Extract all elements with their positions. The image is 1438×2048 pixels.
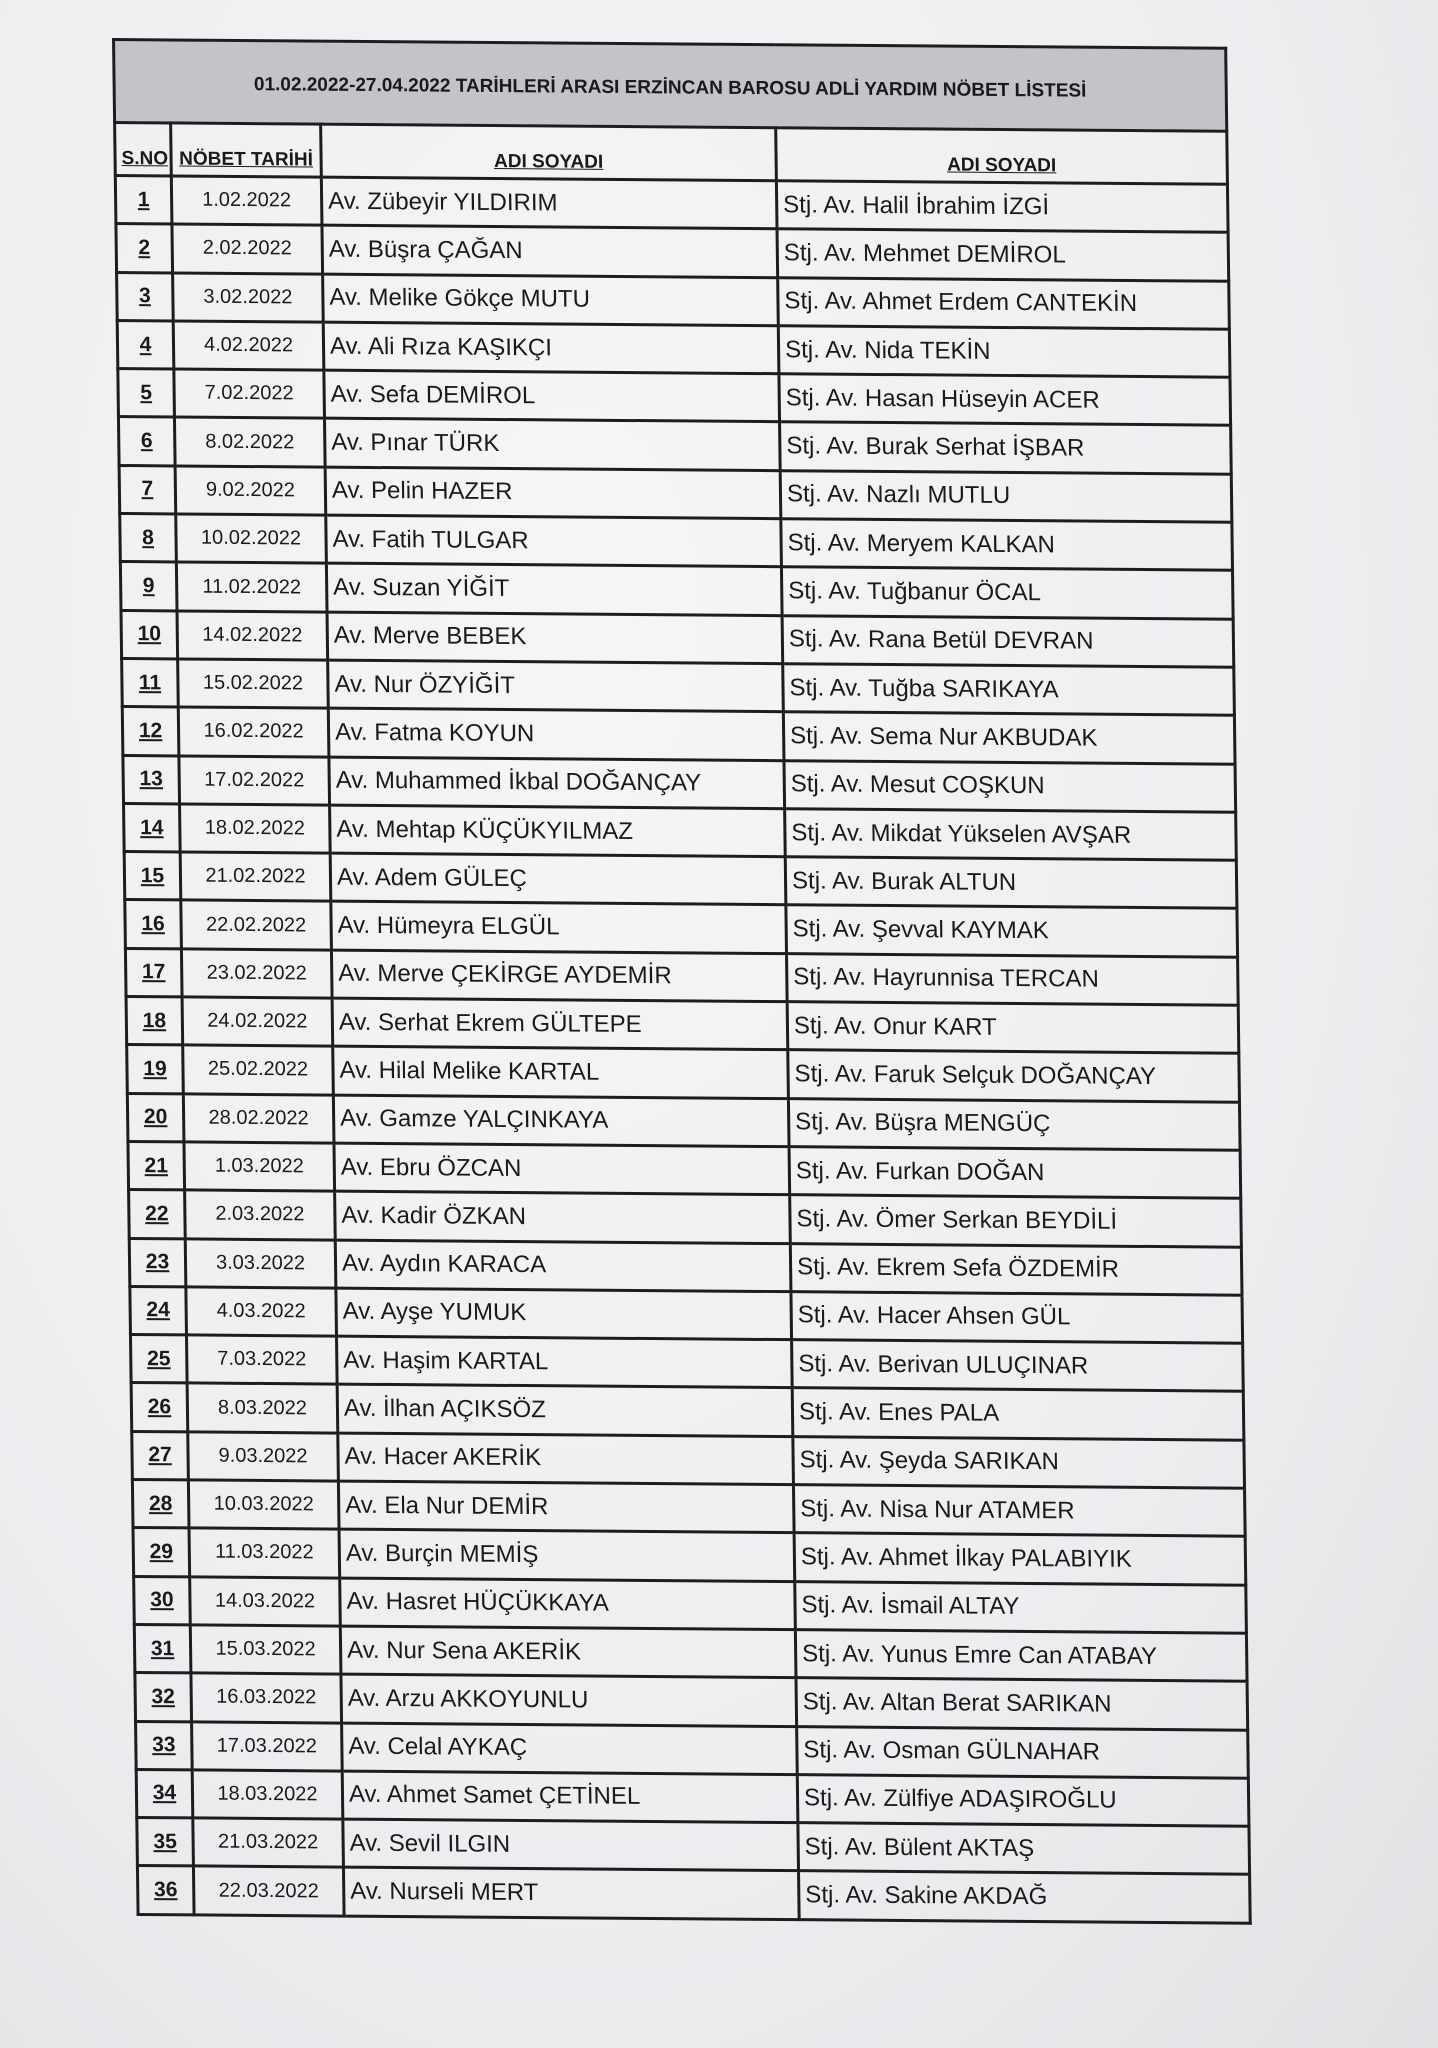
row-intern-name: Stj. Av. Nida TEKİN bbox=[778, 326, 1230, 378]
row-number: 18 bbox=[126, 997, 183, 1046]
table-row bbox=[137, 1818, 1250, 1875]
table-row bbox=[131, 1383, 1244, 1440]
row-number: 5 bbox=[118, 369, 175, 418]
table-row bbox=[134, 1624, 1247, 1681]
row-lawyer-name: Av. Fatih TULGAR bbox=[326, 515, 782, 567]
row-intern-name: Stj. Av. Hacer Ahsen GÜL bbox=[791, 1291, 1243, 1343]
row-lawyer-name: Av. Nur ÖZYİĞİT bbox=[328, 660, 784, 712]
row-number: 35 bbox=[137, 1818, 194, 1867]
row-lawyer-name: Av. Muhammed İkbal DOĞANÇAY bbox=[329, 757, 785, 809]
duty-table bbox=[112, 38, 1252, 1924]
row-intern-name: Stj. Av. Büşra MENGÜÇ bbox=[788, 1098, 1240, 1150]
row-date: 3.02.2022 bbox=[173, 273, 324, 322]
row-intern-name: Stj. Av. Halil İbrahim İZGİ bbox=[776, 181, 1228, 233]
row-number: 28 bbox=[132, 1479, 189, 1528]
table-row bbox=[124, 852, 1237, 909]
header-date: NÖBET TARİHİ bbox=[171, 123, 322, 177]
table-row bbox=[125, 948, 1238, 1005]
row-date: 10.02.2022 bbox=[176, 514, 327, 563]
row-number: 23 bbox=[129, 1238, 186, 1287]
row-intern-name: Stj. Av. Ekrem Sefa ÖZDEMİR bbox=[790, 1243, 1242, 1295]
row-date: 11.03.2022 bbox=[189, 1528, 340, 1577]
row-intern-name: Stj. Av. Onur KART bbox=[787, 1002, 1239, 1054]
row-date: 21.03.2022 bbox=[193, 1818, 344, 1867]
table-row bbox=[115, 176, 1228, 233]
row-lawyer-name: Av. Pelin HAZER bbox=[325, 467, 781, 519]
row-intern-name: Stj. Av. Ömer Serkan BEYDİLİ bbox=[790, 1195, 1242, 1247]
row-number: 4 bbox=[117, 320, 174, 369]
table-row bbox=[126, 997, 1239, 1054]
duty-list-document bbox=[112, 38, 1252, 1924]
row-number: 16 bbox=[125, 900, 182, 949]
row-intern-name: Stj. Av. Altan Berat SARIKAN bbox=[796, 1678, 1248, 1730]
row-intern-name: Stj. Av. İsmail ALTAY bbox=[795, 1581, 1247, 1633]
table-row bbox=[127, 1093, 1240, 1150]
row-intern-name: Stj. Av. Ahmet Erdem CANTEKİN bbox=[778, 277, 1230, 329]
row-date: 17.03.2022 bbox=[192, 1721, 343, 1770]
row-intern-name: Stj. Av. Furkan DOĞAN bbox=[789, 1147, 1241, 1199]
row-number: 31 bbox=[134, 1624, 191, 1673]
table-row bbox=[117, 272, 1230, 329]
row-date: 17.02.2022 bbox=[179, 755, 330, 804]
row-date: 11.02.2022 bbox=[176, 562, 327, 611]
row-number: 11 bbox=[122, 658, 179, 707]
table-row bbox=[120, 514, 1233, 571]
row-lawyer-name: Av. Pınar TÜRK bbox=[324, 419, 780, 471]
row-number: 21 bbox=[128, 1141, 185, 1190]
row-number: 27 bbox=[132, 1431, 189, 1480]
row-lawyer-name: Av. Zübeyir YILDIRIM bbox=[321, 177, 777, 229]
row-number: 36 bbox=[137, 1866, 194, 1915]
row-lawyer-name: Av. Hasret HÜÇÜKKAYA bbox=[340, 1578, 796, 1630]
row-intern-name: Stj. Av. Şeyda SARIKAN bbox=[793, 1436, 1245, 1488]
row-lawyer-name: Av. Nur Sena AKERİK bbox=[340, 1626, 796, 1678]
table-row bbox=[136, 1721, 1249, 1778]
table-row bbox=[130, 1286, 1243, 1343]
row-lawyer-name: Av. Hilal Melike KARTAL bbox=[333, 1046, 789, 1098]
row-number: 6 bbox=[118, 417, 175, 466]
row-lawyer-name: Av. Kadir ÖZKAN bbox=[335, 1191, 791, 1243]
table-row bbox=[132, 1479, 1245, 1536]
row-date: 21.02.2022 bbox=[180, 852, 331, 901]
row-intern-name: Stj. Av. Rana Betül DEVRAN bbox=[782, 615, 1234, 667]
row-date: 9.02.2022 bbox=[175, 466, 326, 515]
row-number: 34 bbox=[136, 1769, 193, 1818]
row-intern-name: Stj. Av. Mesut COŞKUN bbox=[784, 760, 1236, 812]
row-number: 2 bbox=[116, 224, 173, 273]
row-date: 7.02.2022 bbox=[174, 369, 325, 418]
row-lawyer-name: Av. Büşra ÇAĞAN bbox=[322, 225, 778, 277]
row-intern-name: Stj. Av. Hayrunnisa TERCAN bbox=[787, 953, 1239, 1005]
table-row bbox=[118, 417, 1231, 474]
row-number: 13 bbox=[123, 755, 180, 804]
row-number: 17 bbox=[125, 948, 182, 997]
table-row bbox=[121, 610, 1234, 667]
row-lawyer-name: Av. Burçin MEMİŞ bbox=[339, 1529, 795, 1581]
row-lawyer-name: Av. Adem GÜLEÇ bbox=[330, 853, 786, 905]
table-row bbox=[122, 707, 1235, 764]
row-lawyer-name: Av. Ebru ÖZCAN bbox=[334, 1143, 790, 1195]
row-date: 4.03.2022 bbox=[186, 1287, 337, 1336]
row-lawyer-name: Av. Merve BEBEK bbox=[327, 612, 783, 664]
row-intern-name: Stj. Av. Burak Serhat İŞBAR bbox=[780, 422, 1232, 474]
table-row bbox=[120, 562, 1233, 619]
row-intern-name: Stj. Av. Zülfiye ADAŞIROĞLU bbox=[797, 1774, 1249, 1826]
row-date: 2.02.2022 bbox=[172, 224, 323, 273]
row-lawyer-name: Av. Fatma KOYUN bbox=[328, 708, 784, 760]
row-date: 14.03.2022 bbox=[190, 1577, 341, 1626]
row-date: 2.03.2022 bbox=[185, 1190, 336, 1239]
row-lawyer-name: Av. Sevil ILGIN bbox=[343, 1819, 799, 1871]
row-date: 15.03.2022 bbox=[190, 1625, 341, 1674]
table-row bbox=[117, 320, 1230, 377]
row-lawyer-name: Av. İlhan AÇIKSÖZ bbox=[337, 1385, 793, 1437]
row-lawyer-name: Av. Sefa DEMİROL bbox=[324, 370, 780, 422]
table-row bbox=[125, 900, 1238, 957]
row-date: 4.02.2022 bbox=[173, 321, 324, 370]
row-number: 33 bbox=[136, 1721, 193, 1770]
row-date: 22.02.2022 bbox=[181, 900, 332, 949]
row-intern-name: Stj. Av. Osman GÜLNAHAR bbox=[797, 1726, 1249, 1778]
row-intern-name: Stj. Av. Berivan ULUÇINAR bbox=[792, 1340, 1244, 1392]
row-number: 19 bbox=[127, 1045, 184, 1094]
table-row bbox=[135, 1673, 1248, 1730]
row-date: 1.03.2022 bbox=[184, 1142, 335, 1191]
row-intern-name: Stj. Av. Bülent AKTAŞ bbox=[798, 1823, 1250, 1875]
row-lawyer-name: Av. Ela Nur DEMİR bbox=[338, 1481, 794, 1533]
row-intern-name: Stj. Av. Ahmet İlkay PALABIYIK bbox=[794, 1533, 1246, 1585]
row-date: 24.02.2022 bbox=[182, 997, 333, 1046]
row-lawyer-name: Av. Aydın KARACA bbox=[335, 1240, 791, 1292]
row-intern-name: Stj. Av. Burak ALTUN bbox=[785, 857, 1237, 909]
row-date: 15.02.2022 bbox=[178, 659, 329, 708]
header-sno: S.NO bbox=[115, 123, 172, 176]
row-date: 28.02.2022 bbox=[183, 1094, 334, 1143]
table-row bbox=[136, 1769, 1249, 1826]
row-date: 16.03.2022 bbox=[191, 1673, 342, 1722]
row-lawyer-name: Av. Melike Gökçe MUTU bbox=[323, 274, 779, 326]
row-number: 10 bbox=[121, 610, 178, 659]
row-number: 9 bbox=[120, 562, 177, 611]
table-row bbox=[129, 1190, 1242, 1247]
row-intern-name: Stj. Av. Sema Nur AKBUDAK bbox=[783, 712, 1235, 764]
row-number: 20 bbox=[127, 1093, 184, 1142]
row-intern-name: Stj. Av. Meryem KALKAN bbox=[781, 519, 1233, 571]
row-intern-name: Stj. Av. Hasan Hüseyin ACER bbox=[779, 374, 1231, 426]
row-date: 1.02.2022 bbox=[171, 176, 322, 225]
row-number: 8 bbox=[120, 514, 177, 563]
row-lawyer-name: Av. Mehtap KÜÇÜKYILMAZ bbox=[330, 805, 786, 857]
table-row bbox=[122, 658, 1235, 715]
row-intern-name: Stj. Av. Tuğbanur ÖCAL bbox=[781, 567, 1233, 619]
row-number: 25 bbox=[130, 1335, 187, 1384]
row-intern-name: Stj. Av. Mehmet DEMİROL bbox=[777, 229, 1229, 281]
row-lawyer-name: Av. Ayşe YUMUK bbox=[336, 1288, 792, 1340]
table-row bbox=[134, 1576, 1247, 1633]
row-intern-name: Stj. Av. Faruk Selçuk DOĞANÇAY bbox=[788, 1050, 1240, 1102]
row-number: 30 bbox=[134, 1576, 191, 1625]
row-date: 8.03.2022 bbox=[187, 1383, 338, 1432]
row-lawyer-name: Av. Arzu AKKOYUNLU bbox=[341, 1674, 797, 1726]
row-lawyer-name: Av. Hümeyra ELGÜL bbox=[331, 902, 787, 954]
row-lawyer-name: Av. Celal AYKAÇ bbox=[342, 1723, 798, 1775]
table-row bbox=[132, 1431, 1245, 1488]
row-lawyer-name: Av. Nurseli MERT bbox=[343, 1867, 799, 1919]
row-number: 26 bbox=[131, 1383, 188, 1432]
row-lawyer-name: Av. Haşim KARTAL bbox=[337, 1336, 793, 1388]
table-row bbox=[127, 1045, 1240, 1102]
row-intern-name: Stj. Av. Mikdat Yükselen AVŞAR bbox=[785, 809, 1237, 861]
row-date: 23.02.2022 bbox=[181, 949, 332, 998]
row-number: 14 bbox=[124, 803, 181, 852]
row-date: 22.03.2022 bbox=[193, 1866, 344, 1915]
table-row bbox=[119, 465, 1232, 522]
row-date: 3.03.2022 bbox=[185, 1238, 336, 1287]
row-lawyer-name: Av. Hacer AKERİK bbox=[338, 1433, 794, 1485]
row-intern-name: Stj. Av. Enes PALA bbox=[792, 1388, 1244, 1440]
row-number: 15 bbox=[124, 852, 181, 901]
row-lawyer-name: Av. Merve ÇEKİRGE AYDEMİR bbox=[331, 950, 787, 1002]
row-intern-name: Stj. Av. Şevval KAYMAK bbox=[786, 905, 1238, 957]
row-date: 18.02.2022 bbox=[180, 804, 331, 853]
row-date: 16.02.2022 bbox=[178, 707, 329, 756]
row-number: 7 bbox=[119, 465, 176, 514]
table-row bbox=[116, 224, 1229, 281]
table-row bbox=[129, 1238, 1242, 1295]
table-header-row bbox=[115, 123, 1228, 185]
row-number: 1 bbox=[115, 176, 172, 225]
row-number: 32 bbox=[135, 1673, 192, 1722]
row-lawyer-name: Av. Ali Rıza KAŞIKÇI bbox=[323, 322, 779, 374]
header-lawyer-name: ADI SOYADI bbox=[321, 124, 777, 181]
table-body bbox=[115, 176, 1250, 1923]
row-intern-name: Stj. Av. Tuğba SARIKAYA bbox=[783, 664, 1235, 716]
table-row bbox=[123, 755, 1236, 812]
row-number: 29 bbox=[133, 1528, 190, 1577]
table-row bbox=[128, 1141, 1241, 1198]
row-lawyer-name: Av. Serhat Ekrem GÜLTEPE bbox=[332, 998, 788, 1050]
row-intern-name: Stj. Av. Sakine AKDAĞ bbox=[799, 1871, 1251, 1923]
header-intern-name: ADI SOYADI bbox=[776, 128, 1228, 185]
table-row bbox=[130, 1335, 1243, 1392]
row-date: 18.03.2022 bbox=[192, 1770, 343, 1819]
table-row bbox=[124, 803, 1237, 860]
table-row bbox=[133, 1528, 1246, 1585]
table-row bbox=[137, 1866, 1250, 1923]
row-lawyer-name: Av. Gamze YALÇINKAYA bbox=[333, 1095, 789, 1147]
row-intern-name: Stj. Av. Nisa Nur ATAMER bbox=[793, 1485, 1245, 1537]
row-number: 24 bbox=[130, 1286, 187, 1335]
row-lawyer-name: Av. Ahmet Samet ÇETİNEL bbox=[342, 1771, 798, 1823]
row-date: 10.03.2022 bbox=[188, 1480, 339, 1529]
row-lawyer-name: Av. Suzan YİĞİT bbox=[326, 563, 782, 615]
row-date: 9.03.2022 bbox=[188, 1432, 339, 1481]
row-date: 14.02.2022 bbox=[177, 611, 328, 660]
row-number: 3 bbox=[117, 272, 174, 321]
row-number: 22 bbox=[129, 1190, 186, 1239]
row-date: 8.02.2022 bbox=[174, 417, 325, 466]
table-row bbox=[118, 369, 1231, 426]
row-date: 25.02.2022 bbox=[183, 1045, 334, 1094]
document-title: 01.02.2022-27.04.2022 TARİHLERİ ARASI ERZİNCAN BAROSU ADLİ YARDIM NÖBET LİSTESİ bbox=[114, 40, 1227, 132]
row-intern-name: Stj. Av. Nazlı MUTLU bbox=[780, 470, 1232, 522]
row-number: 12 bbox=[122, 707, 179, 756]
row-date: 7.03.2022 bbox=[186, 1335, 337, 1384]
row-intern-name: Stj. Av. Yunus Emre Can ATABAY bbox=[795, 1630, 1247, 1682]
